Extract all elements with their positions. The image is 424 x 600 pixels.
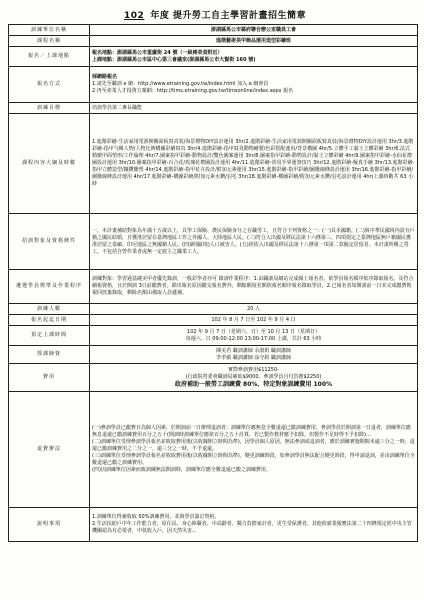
content-label: 課程內容大綱及時數 (9, 114, 90, 214)
target-value: 一、本計畫補助對象為年滿十五歲以上，具學工保險、農民保險身分之在職勞工，且符合下列資格之一：(一)具本國籍。(二)與中華民國境內設有戶籍之國民結婚，且獲准居留在臺灣地區工作之外國人、大陸地區人民。(三)符合入出國及移民法第十六條第三、四項規定之臺灣地區無戶籍國民獲准居留之泰緬、印尼地區之無國籍人民。(四)跨國(境)人口被害人。(五)經依入出國及移民法第十八條第一項第二款擬定居留者。本計畫所稱之勞工，不包括自營作業者或無一定雇主之職業工人。 (90, 214, 418, 270)
period-hours: 每週六、日 09:00-12:00 13:00-17:00 上課，共計 63 小時 (185, 335, 322, 342)
select-label: 遴選學員標準及作業程序 (9, 270, 90, 304)
teacher-label: 授課師資 (9, 346, 90, 364)
target-label: 招訓對象及資格條件 (9, 214, 90, 270)
unit-value: 澎湖縣馬公市縣府聯合辦公室職員工會 (90, 25, 418, 36)
teacher-line-2: 李孝蘋 職訓講師 涂守鈞 職訓講師 (216, 354, 291, 361)
count-value: 20 人 (90, 304, 418, 315)
fee-cell (90, 364, 418, 392)
fee-total: 實際參訓費用$11250- (228, 367, 279, 373)
refund-rule-2: (二)訓練單位受理參訓學員報名並收取費用後(以收據開立時間為準)，因學員個人原因，無法參訓或退訓者，應於訓練實施期間未逾三分之一時，退還已繳訓練費用之二分之一，逾三分之一時，不予退還。 (92, 439, 415, 452)
teacher-line-1: 陳美君 職訓講師 余淑娟 職訓講師 (216, 347, 291, 354)
note-2: 2.生活扶助戶中年工作能力者，原住民、身心障礙者、中高齡者、獨力負擔家計者，更生受保護者、其他依就業服務法第二十四條規定經中央主管機關認為有必要者，中低收入戶，因天然災害... (92, 521, 412, 534)
address-cell (90, 47, 418, 67)
goal-label: 訓練目標 (9, 103, 90, 114)
refund-cell (90, 392, 418, 508)
document-title (0, 8, 424, 21)
goal-value: 培訓學員第二專長職能 (90, 103, 418, 114)
class-address: 上課地點：澎湖縣馬公市區中心第三會議室(澎湖縣馬公市大賢街 160 號) (92, 56, 256, 63)
deadline-label: 報名起迄日期 (9, 315, 90, 326)
fee-subsidy: 政府補助一般勞工訓練費 80%、特定對象訓練費用 100% (174, 381, 333, 388)
form-table (8, 24, 418, 542)
period-label: 預定上課時間 (9, 326, 90, 346)
method-step-2: 2.再至產業人才投資方案網：http://tims.etraining.gov.tw/timsonline/index.aspx 報名 (92, 88, 294, 94)
fee-label: 費用 (9, 364, 90, 392)
address-label: 報名／上課地點 (9, 47, 90, 67)
content-value: 1.進階彩繪-生活家用電源開關面板寫真裝/海景禮物DIY設計運用 3hr/2.進階彩繪-生活家用電源開關面板寫真裝/海景禮物DIY設計運用 3hr/3.進階彩繪-指甲勻稱人物/人物比例構圖彩繪寫真 3hr/4.進階彩繪-指甲寫真動物繪製/色彩搭配運用/背景構圖 4hr/5.立體手工黏土立體彩繪 3hr/6.法式精緻甲面塑形/工作倫理 4hr/7.圖案指甲彩繪-動物設計/雙色圖案運用 3hr/8.圖案指甲彩繪-動物設計/黏土立體彩繪 4hr/9.圖案指甲彩繪-水仙花禮圖設計運用 3hr/10.圖案指甲彩繪-百合花/玫瑰花禮圖設計運用 4hr/11.進階彩繪-常用手掌運筆技巧 3hr/12.進階彩繪-擬真手繪 3hr/13.進階彩繪-指甲立體造型/鑲鑽雕塑 4hr/14.進階彩繪-指甲花卉設計/附加元素運用 3hr/15.進階彩繪-指甲彩繪/圖騰線條設計運用 3hr/16.進階彩繪-指甲彩繪/圖騰線條設計運用 4hr/17.進階彩繪-構圖彩繪/附加元素水鑽/羽毛 3hr/18.進階彩繪-構圖彩繪/附加元素水鑽/羽毛設計運用 4hr(上課時數共 63 小時 (90, 114, 418, 214)
course-value: 進階藝術美甲飾品運用造型彩繪班 (90, 36, 418, 47)
method-label: 報名方式 (9, 67, 90, 103)
period-dates: 102 年 9 月 7 日（星期六、日）至 10 月 13 日（星期日） (187, 328, 320, 335)
fee-breakdown: (行政院勞委會職訓局補助$9000、參訓學員自付負擔$2250) (185, 374, 322, 380)
title-text: 年度 提升勞工自主學習計畫招生簡章 (150, 11, 306, 21)
signup-address: 報名地點：澎湖縣馬公市重慶街 24 號（一級棒美食附近） (92, 49, 223, 56)
method-step-1: 1.請先至職訓 e 網：http://www.etraining.gov.tw/index.html 加入 e 網會員 (92, 81, 269, 87)
refund-rule-4: (四)因訓練單位因素而致訓練無法開訓時，訓練單位應全數退還已繳之訓練費用。 (92, 467, 271, 473)
count-label: 訓練人數 (9, 304, 90, 315)
note-1: 1.訓練單位得兼收取 50%訓練費用，並與學員簽訂契約。 (92, 514, 220, 520)
refund-rule-1: (一)參訓學員已繳費且為個人因素，於開訓前一日辦理退訓者：訓練單位應無息全數退還已繳訓練費用。參訓學員於開訓第一日退者，訓練單位應無息退還已繳訓練費用百分之五十(開訓時訓練單位應依百分之五十計算，若已製作教材應予扣除。但製作不足時得不予扣除)... (92, 425, 411, 438)
refund-rule-3: (三)訓練單位受理參訓學員報名並收取費用後(以收據開立時間為準)，變更訓練時段，如參訓學員無法配合變更時段，得申請退訓，並由訓練單位全數退還已繳之訓練費用。 (92, 453, 415, 466)
deadline-value: 102 年 8 月 7 日至 102 年 9 月 4 日 (90, 315, 418, 326)
note-label: 說明事項 (9, 508, 90, 542)
course-label: 課程名稱 (9, 36, 90, 47)
note-cell (90, 508, 418, 542)
unit-label: 訓練單位名稱 (9, 25, 90, 36)
period-cell (90, 326, 418, 346)
refund-label: 退費辦法 (9, 392, 90, 508)
teacher-cell (90, 346, 418, 364)
year: 102 (124, 11, 145, 21)
select-value: 訓練對象：學習過基礎美甲者優先錄訓，一般彩學者亦可 錄訓作業程序：1.由職訓局網站完成線上報名者，依學員報名順序依序錄取報名。及符合續報資格，且於開訓 3日前繳費者。除出報名原因繳交報名費外，剩餘額度名額依報名順序報名錄取學員。2.已報名者如開訓前一日未完成繳費則視同放棄錄取，剩餘名額由備取人員遞補。 (90, 270, 418, 304)
method-header: 採網路報名 (92, 74, 118, 80)
method-cell (90, 67, 418, 103)
